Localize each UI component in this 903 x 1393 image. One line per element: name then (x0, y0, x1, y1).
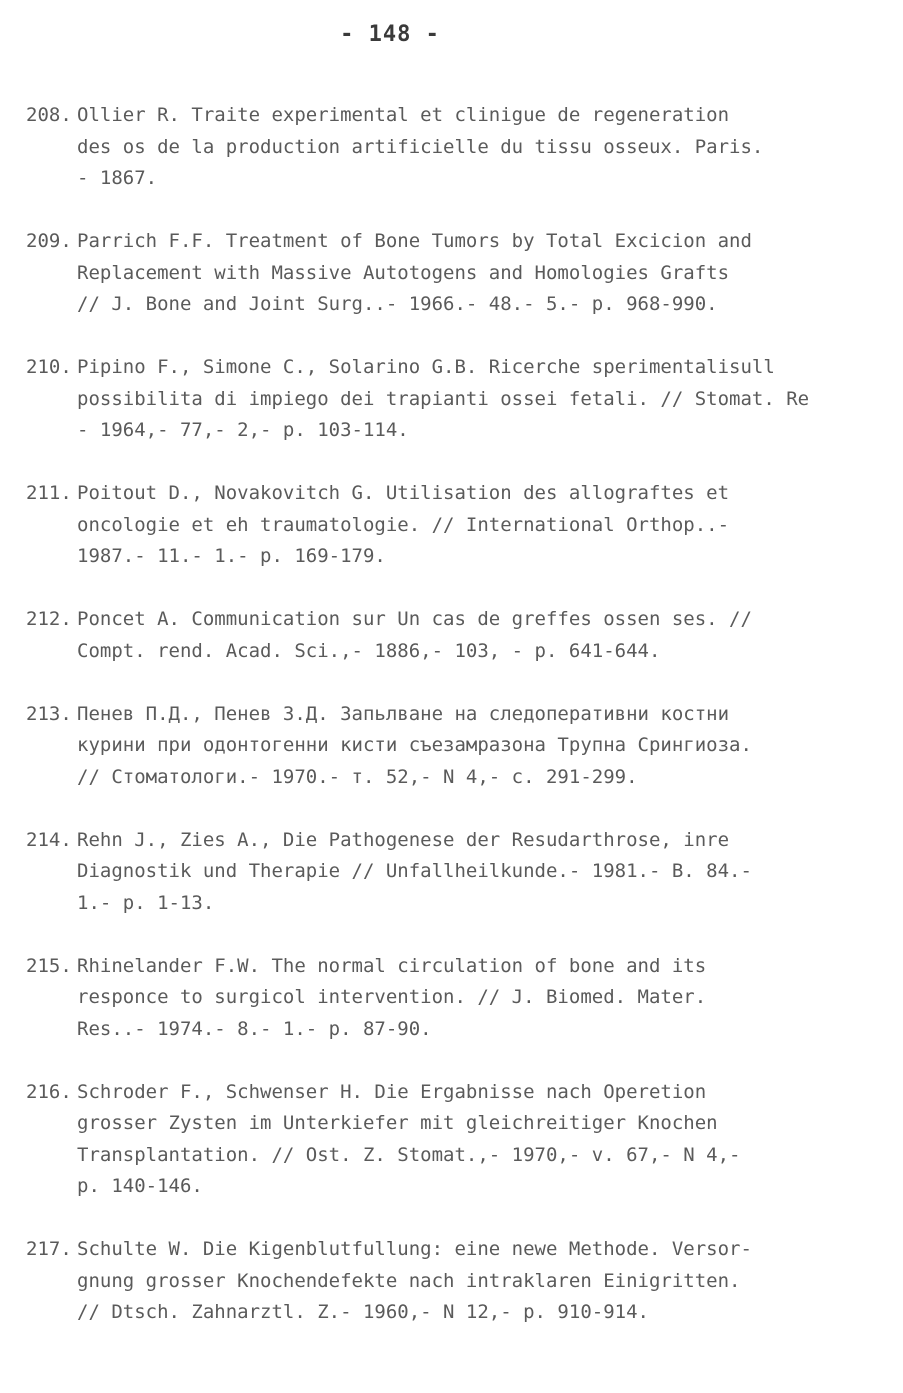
reference-line: Compt. rend. Acad. Sci.,- 1886,- 103, - p. 641-644. (77, 639, 661, 662)
reference-line: gnung grosser Knochendefekte nach intraklaren Einigritten. (77, 1269, 741, 1292)
reference-entry (26, 825, 896, 920)
reference-line: Diagnostik und Therapie // Unfallheilkunde.- 1981.- B. 84.- (77, 860, 752, 882)
reference-line: des os de la production artificielle du tissu osseux. Paris. (77, 135, 764, 158)
reference-line: grosser Zysten im Unterkiefer mit gleichreitiger Knochen (77, 1112, 718, 1134)
reference-number: 216. (26, 1080, 72, 1103)
reference-line: Pipino F., Simone C., Solarino G.B. Ricerche sperimentalisull (77, 356, 775, 378)
reference-line: 1.- p. 1-13. (77, 891, 215, 914)
reference-line: - 1867. (77, 167, 158, 189)
reference-entry (26, 478, 896, 573)
reference-entry (26, 226, 896, 321)
reference-line: p. 140-146. (77, 1175, 203, 1197)
reference-number: 213. (26, 702, 72, 725)
reference-entry (26, 1234, 896, 1329)
reference-line: 1987.- 11.- 1.- p. 169-179. (77, 545, 386, 567)
reference-number: 210. (26, 356, 72, 378)
reference-line: Schroder F., Schwenser H. Die Ergabnisse nach Operetion (77, 1080, 707, 1103)
reference-number: 211. (26, 482, 72, 504)
reference-list (26, 100, 896, 1360)
reference-line: possibilita di impiego dei trapianti ossei fetali. // Stomat. Re (77, 387, 810, 410)
reference-line: Rhinelander F.W. The normal circulation of bone and its (77, 954, 707, 977)
reference-line: Ollier R. Traite experimental et clinigue de regeneration (77, 104, 730, 126)
reference-line: Replacement with Massive Autotogens and Homologies Grafts (77, 261, 730, 284)
reference-entry (26, 699, 896, 794)
reference-number: 214. (26, 828, 72, 851)
reference-entry (26, 604, 896, 667)
reference-line: Poitout D., Novakovitch G. Utilisation des allograftes et (77, 482, 730, 504)
reference-number: 215. (26, 954, 72, 977)
reference-line: // J. Bone and Joint Surg..- 1966.- 48.- 5.- p. 968-990. (77, 293, 718, 315)
reference-line: Transplantation. // Ost. Z. Stomat.,- 1970,- v. 67,- N 4,- (77, 1143, 741, 1166)
reference-line: Poncet A. Communication sur Un cas de greffes ossen ses. // (77, 608, 752, 630)
reference-line: Пенев П.Д., Пенев З.Д. Запьлване на следоперативни костни (77, 702, 730, 725)
reference-number: 209. (26, 230, 72, 252)
reference-line: Schulte W. Die Kigenblutfullung: eine newe Methode. Versor- (77, 1238, 752, 1260)
reference-entry (26, 100, 896, 195)
reference-line: курини при одонтогенни кисти съезамразона Трупна Срингиоза. (77, 734, 752, 756)
reference-line: // Dtsch. Zahnarztl. Z.- 1960,- N 12,- p. 910-914. (77, 1301, 649, 1323)
reference-line: Parrich F.F. Treatment of Bone Tumors by Total Excicion and (77, 230, 752, 252)
reference-line: // Стоматологи.- 1970.- т. 52,- N 4,- с. 291-299. (77, 765, 638, 788)
reference-line: Res..- 1974.- 8.- 1.- p. 87-90. (77, 1017, 432, 1040)
reference-line: oncologie et eh traumatologie. // International Orthop..- (77, 513, 730, 536)
reference-line: - 1964,- 77,- 2,- p. 103-114. (77, 419, 409, 441)
reference-number: 212. (26, 608, 72, 630)
reference-line: Rehn J., Zies A., Die Pathogenese der Resudarthrose, inre (77, 828, 730, 851)
reference-entry (26, 352, 896, 447)
reference-number: 208. (26, 104, 72, 126)
reference-entry (26, 1077, 896, 1203)
reference-line: responce to surgicol intervention. // J. Biomed. Mater. (77, 986, 707, 1008)
page-number: - 148 - (340, 22, 440, 47)
reference-entry (26, 951, 896, 1046)
reference-number: 217. (26, 1238, 72, 1260)
